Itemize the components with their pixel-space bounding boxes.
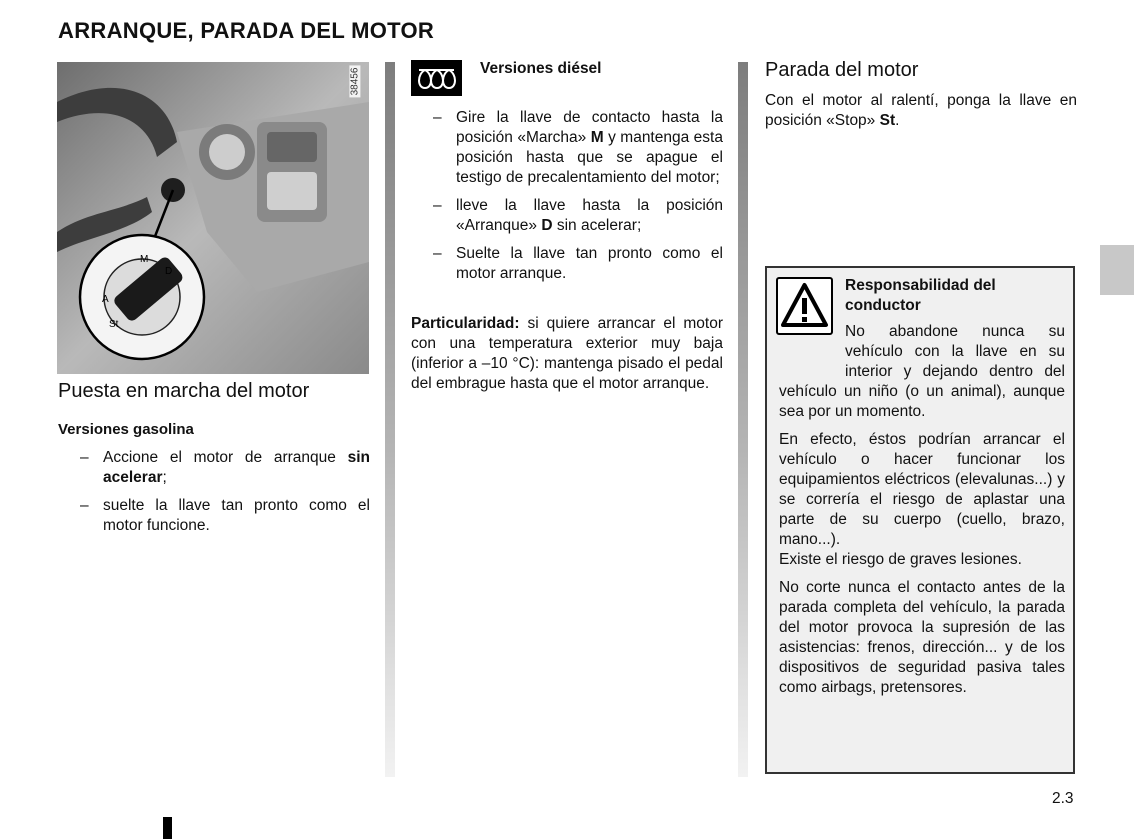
warning-content: [779, 276, 1065, 698]
column-divider-right: [738, 62, 748, 777]
dash-marker: –: [433, 245, 442, 262]
step-text: suelte la llave tan pronto como el motor funcione.: [103, 497, 370, 534]
petrol-steps: [58, 448, 370, 544]
photo-reference-number: 38456: [349, 67, 361, 96]
preheating-glow-plug-icon: [411, 60, 462, 96]
list-item: [411, 196, 723, 236]
stop-emphasis: St: [879, 112, 896, 129]
list-item: [58, 448, 370, 488]
ignition-photo: [57, 62, 369, 374]
list-item: [58, 496, 370, 536]
step-emphasis: M: [590, 129, 604, 146]
petrol-versions-title: Versiones gasolina: [58, 421, 194, 438]
page-number: 2.3: [1052, 790, 1074, 807]
note-label: Particularidad:: [411, 315, 520, 332]
stop-text-end: .: [895, 112, 900, 129]
list-item: [411, 244, 723, 284]
step-text-end: ;: [162, 469, 167, 486]
step-text-end: sin acelerar;: [552, 217, 642, 234]
diesel-versions-title: Versiones diésel: [480, 60, 602, 77]
warning-paragraph-1: No abandone nunca su vehículo con la llave en su interior y dejando dentro del vehículo un niño (o un animal), aunque sea por un momento.: [779, 323, 1065, 420]
step-text: Gire la llave de contacto hasta la posición «Marcha»: [456, 109, 723, 146]
warning-paragraph-3: No corte nunca el contacto antes de la parada completa del vehículo, la parada del motor provoca la supresión de las asistencias: frenos, dirección... y de los dispositivos de seguridad pasiva tales como airbags, pretensores.: [779, 579, 1065, 696]
stop-text: Con el motor al ralentí, ponga la llave en posición «Stop»: [765, 92, 1077, 129]
stop-section-title: Parada del motor: [765, 59, 919, 81]
dial-label-m: M: [140, 254, 149, 265]
dash-marker: –: [80, 449, 89, 466]
warning-box: [765, 266, 1075, 774]
warning-paragraph-2: En efecto, éstos podrían arrancar el vehículo o hacer funcionar los equipamientos eléctricos (elevalunas...) y se correría el riesgo de aplastar una parte de su cuerpo (cuello, brazo, mano...).: [779, 431, 1065, 548]
column-divider-left: [385, 62, 395, 777]
note-text: si quiere arrancar el motor con una temperatura exterior muy baja (inferior a –10 °C): mantenga pisado el pedal del embrague hasta que el motor arranque.: [411, 315, 723, 392]
dial-label-d: D: [165, 266, 173, 277]
step-text: Suelte la llave tan pronto como el motor arranque.: [456, 245, 723, 282]
dial-label-a: A: [102, 294, 109, 305]
diesel-steps: [411, 108, 723, 292]
warning-title: Responsabilidad del conductor: [845, 277, 996, 314]
dash-marker: –: [433, 197, 442, 214]
dashboard-illustration: [57, 62, 369, 374]
warning-paragraph-2b: Existe el riesgo de graves lesiones.: [779, 551, 1022, 568]
page-title: ARRANQUE, PARADA DEL MOTOR: [58, 18, 435, 43]
cold-start-note: [411, 314, 723, 394]
step-text: lleve la llave hasta la posición «Arranque»: [456, 197, 723, 234]
dial-label-st: St: [109, 319, 119, 330]
step-text: Accione el motor de arranque: [103, 449, 348, 466]
list-item: [411, 108, 723, 188]
step-text-end: y mantenga esta posición hasta que se apague el testigo de precalentamiento del motor;: [456, 129, 723, 186]
section-side-tab: [1100, 245, 1134, 295]
dash-marker: –: [80, 497, 89, 514]
step-emphasis: D: [541, 217, 553, 234]
stop-instructions: [765, 91, 1077, 131]
step-emphasis: sin acelerar: [103, 449, 370, 486]
dash-marker: –: [433, 109, 442, 126]
print-mark: [163, 817, 172, 839]
start-section-title: Puesta en marcha del motor: [58, 380, 310, 402]
